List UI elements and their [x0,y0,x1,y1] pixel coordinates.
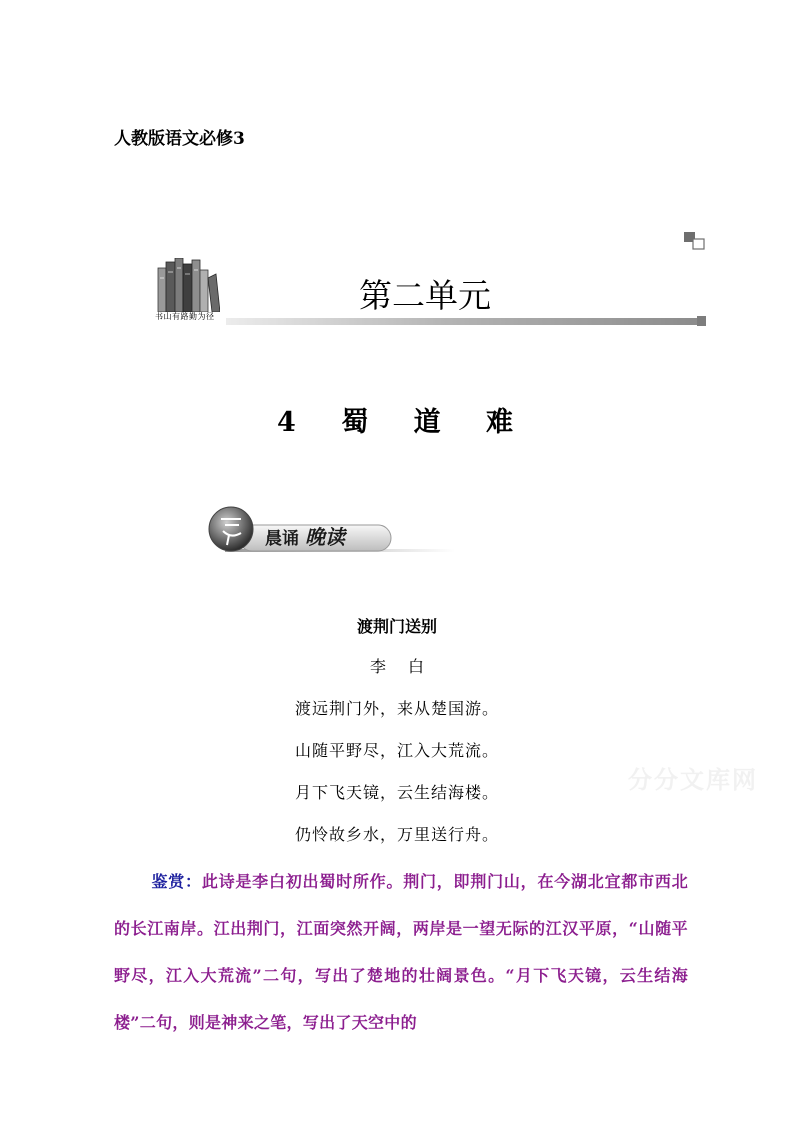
poem-title: 渡荆门送别 [356,617,437,636]
books-icon [156,258,220,312]
corner-squares-icon [684,232,706,250]
lesson-number: 4 [276,407,300,438]
poem-line: 仍怜故乡水，万里送行舟。 [294,825,499,844]
appreciation-text: 此诗是李白初出蜀时所作。荆门，即荆门山，在今湖北宜都市西北的长江南岸。江出荆门，江面突然开阔，两岸是一望无际的江汉平原，“山随平野尽，江入大荒流”二句，写出了楚地的壮阔景色。“月下飞天镜，云生结海楼”二句，则是神来之笔，写出了天空中的 [114,872,688,1032]
appreciation-paragraph [114,858,688,1046]
document-header: 人教版语文必修3 [114,129,245,149]
appreciation-label: 鉴赏： [151,872,202,891]
poem-author: 李白 [369,657,446,676]
lesson-title-char: 蜀 [341,407,373,438]
lesson-title-char: 道 [413,407,445,438]
section-badge [195,505,455,557]
poem-line: 渡远荆门外，来从楚国游。 [294,699,499,718]
badge-label-styled: 晚读 [305,525,345,549]
badge-label-plain: 晨诵 [265,529,299,549]
lesson-title [0,400,794,439]
unit-rule-end [697,316,706,326]
lesson-title-char: 难 [486,407,517,438]
books-caption: 书山有路勤为径 [155,312,215,321]
poem-line: 山随平野尽，江入大荒流。 [294,741,499,760]
watermark: 分分文库网 [628,765,758,794]
unit-title: 第二单元 [359,276,491,315]
poem-line: 月下飞天镜，云生结海楼。 [294,783,499,802]
unit-rule [226,318,706,325]
